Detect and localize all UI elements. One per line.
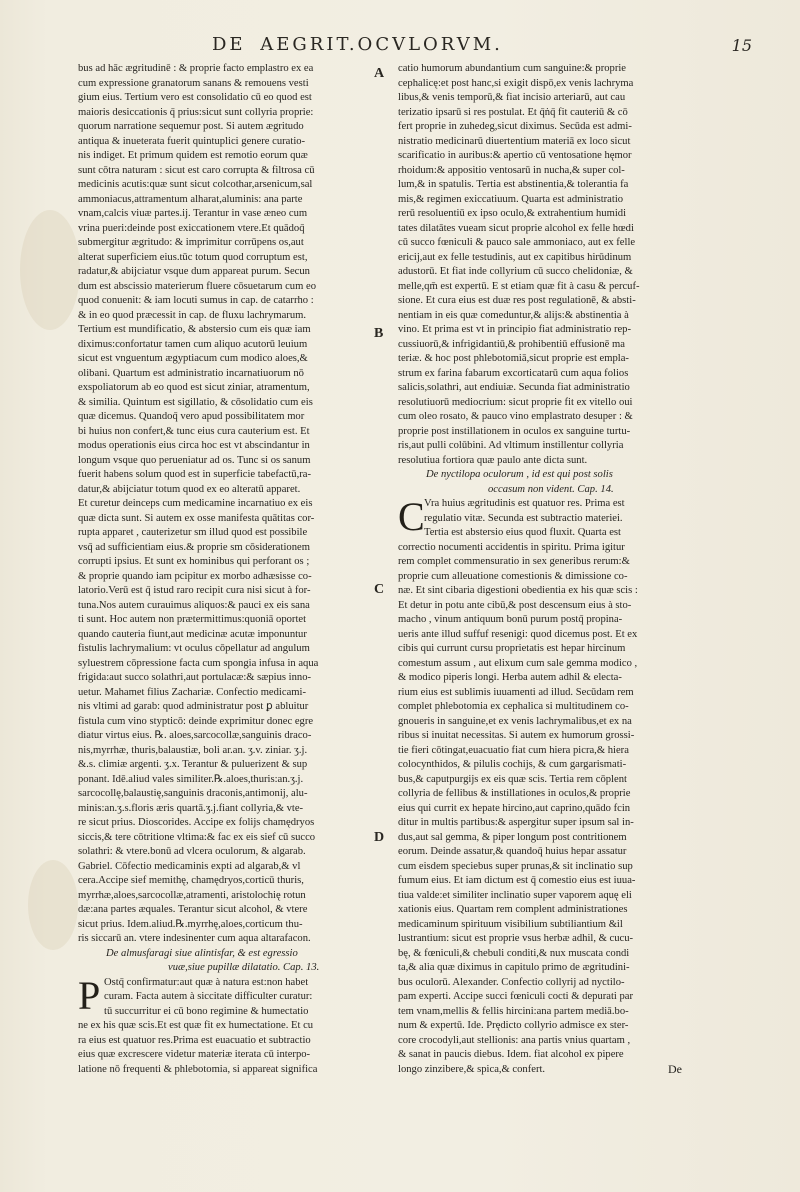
text-line: melle,qm̄ est expertū. E st etiam quæ fit à casu & percuf-: [398, 280, 640, 292]
text-line: ti sunt. Hoc autem non prætermittimus:quoniā oportet: [78, 614, 307, 625]
text-line: corrupti ipsius. Et sunt ex hominibus qui perforant os ;: [78, 556, 310, 567]
drop-cap: P: [78, 972, 101, 1018]
text-line: longum vsque quo perueniatur ad os. Tunc si os sanum: [78, 454, 311, 466]
margin-marker-c: C: [374, 582, 385, 597]
text-line: longo zinzibere,& spica,& confert.: [398, 1063, 546, 1075]
text-line: Tertium est mundificatio, & abstersio cum eis quæ iam: [78, 324, 311, 335]
text-line: regulatio vitæ. Secunda est subtractio materiei.: [424, 512, 623, 524]
text-line: cum expressione granatorum sanans & remouens vesti: [78, 77, 309, 89]
text-line: cephalicę:et post hanc,si exigit dispō,ex venis lachryma: [398, 77, 634, 89]
text-line: tem vnam,mellis & fellis hircini:ana partem mediā.bo-: [398, 1005, 629, 1017]
chapter-heading-line: De nyctilopa oculorum , id est qui post solis: [426, 469, 613, 480]
text-line: quæ dicta sunt. Si autem ex osse manifesta quātitas cor-: [78, 512, 315, 524]
text-line: ammoniacus,attramentum alharat,aluminis: ana parte: [78, 193, 303, 205]
text-line: bus,& caputpurgijs ex eis quæ scis. Tertia rem cōplent: [398, 773, 627, 785]
margin-marker-a: A: [374, 66, 385, 81]
text-line: myrrhæ,aloes,sarcocollæ,atramenti, aristolochię rotun: [78, 889, 306, 901]
text-line: ris siccarū an. vtere indesinenter cum aqua altarafacon.: [78, 933, 311, 944]
text-line: solathri: & vtere.bonū ad vlcera oculorum, & algarab.: [78, 846, 306, 857]
text-line: tū succurritur ei cū bono regimine & humectatio: [104, 1005, 309, 1017]
text-line: & modico piperis longi. Herba autem adhil & electa-: [398, 672, 622, 683]
text-line: submergitur ægritudo: & imprimitur corrūpens os,aut: [78, 237, 304, 248]
text-line: strum ex farina fabarum excorticatarū cum aqua folios: [398, 367, 629, 379]
text-line: alterat superficiem eius.tūc totum quod corruptum est,: [78, 251, 308, 263]
running-title: DE AEGRIT.OCVLORVM.: [212, 34, 503, 55]
text-line: sunt cōtra naturam : sicut est caro corrupta & filtrosa cū: [78, 164, 315, 176]
text-line: cum eisdem speciebus super prunas,& sit inclinatio sup: [398, 860, 633, 872]
page-number: 15: [731, 36, 752, 55]
text-line: nis vltimi ad garab: quod administratur post ꝑ abluitur: [78, 701, 309, 712]
text-line: teriæ. & hoc post phlebotomiā,sicut proprie est empla-: [398, 353, 629, 364]
text-line: nis indiget. Et primum quidem est remotio eorum quæ: [78, 150, 308, 161]
text-line: colocynthidos, & pilulis cochijs, & cum gargarismati-: [398, 759, 627, 770]
text-line: frigida:aut succo solathri,aut portulacæ:& sæpius inno-: [78, 672, 312, 683]
chapter-body: [78, 972, 374, 1078]
text-line: modus operationis eius circa hoc est vt abscindantur in: [78, 440, 310, 451]
text-line: terizatio ipsarū si res postulat. Et q̄ṅq̄ fit cauteriū & cō: [398, 106, 628, 118]
text-line: fistulis lachrymalium: vt oculus cōpellatur ad angulum: [78, 643, 310, 654]
text-line: adustorū. Et fiat inde collyrium cū succo chelidoniæ, &: [398, 266, 633, 277]
text-line: minis:an.ʒ.s.floris æris quartā.ʒ.j.fiant collyria,& vte-: [78, 802, 304, 814]
text-line: quorum narratione sequemur post. Si autem ægritudo: [78, 121, 304, 132]
text-line: diatur virtus eius. ℞. aloes,sarcocollæ,sanguinis draco-: [78, 730, 312, 741]
right-text-block: [398, 62, 712, 468]
text-line: ne ex his quæ scis.Et est quæ fit ex humectatione. Et cu: [78, 1020, 314, 1031]
text-line: rhoidum:& appositio ventosarū in nucha,& super col-: [398, 164, 625, 176]
text-line: sione. Et cura eius est duæ res post regulationē, & absti-: [398, 295, 636, 306]
text-line: medicinis acutis:quæ sunt sicut colcothar,arsenicum,sal: [78, 179, 313, 190]
text-line: medicaminum spirituum visibilium subtiliantium &il: [398, 918, 623, 930]
text-line: datur,& abijciatur totum quod ex eo alteratū apparet.: [78, 483, 301, 495]
text-line: tates dilatātes vueam sicut proprie alcohol ex felle hœdi: [398, 222, 634, 234]
text-line: resolutiuorū mediocrium: sicut proprie fit ex vitello oui: [398, 396, 633, 408]
text-line: & proprie quando iam pcipitur ex morbo adhæsisse co-: [78, 570, 312, 582]
text-line: gium eius. Tertium vero est consolidatio cū eo quod est: [78, 92, 312, 103]
text-line: lum,& in spatulis. Tertia est abstinentia,& tolerantia fa: [398, 179, 629, 190]
text-line: & similia. Quintum est sigillatio, & cōsolidatio cum eis: [78, 396, 313, 408]
text-line: &.s. climiæ argenti. ʒ.x. Terantur & puluerizent & sup: [78, 759, 308, 770]
text-line: core crocodyli,aut stellionis: ana partis vnius quartam ,: [398, 1034, 631, 1046]
text-line: salicis,solathri, aut endiuiæ. Secunda fiat administratio: [398, 382, 630, 393]
text-line: curam. Facta autem à siccitate difficulter curatur:: [104, 991, 313, 1002]
text-line: ericij,aut ex felle testudinis, aut ex capitibus hirūdinum: [398, 251, 632, 263]
text-line: Et curetur deinceps cum medicamine incarnatiuo ex eis: [78, 498, 313, 509]
text-line: cibis qui currunt cursu proprietatis est hepar hircinum: [398, 643, 626, 654]
text-line: maioris desiccationis q̄ prius:sicut sunt collyria proprie:: [78, 106, 314, 118]
text-line: cussiuorū,& infrigidantiū,& prohibentiū effusionē ma: [398, 338, 625, 350]
text-line: xationis eius. Quartam rem complent administrationes: [398, 904, 628, 915]
text-line: ra eius est quatuor res.Prima est euacuatio et subtractio: [78, 1034, 311, 1046]
text-line: ditur in multis partibus:& aspergitur super ipsum sal in-: [398, 817, 634, 828]
text-line: fert proprie in zuhedeg,sicut diximus. Secūda est admi-: [398, 121, 632, 132]
text-line: & sanat in paucis diebus. Idem. fiat alcohol ex pipere: [398, 1049, 624, 1060]
chapter-heading-line: vuæ,siue pupillæ dilatatio. Cap. 13.: [168, 962, 320, 973]
text-line: lustrantium: sicut est proprie vsus herbæ adhil, & cucu-: [398, 933, 634, 944]
right-chapter-text: [398, 494, 712, 1077]
text-line: tiua valde:et similiter inclinatio super vaporem aquę eli: [398, 889, 632, 901]
text-line: quod conuenit: & iam locuti sumus in cap. de catarrho :: [78, 295, 314, 306]
text-line: proprie cum alleuatione comestionis & dimissione co-: [398, 570, 628, 582]
text-line: olibani. Quartum est administratio incarnatiuorum nō: [78, 367, 304, 379]
text-line: bi huius non confert,& tunc eius cura cauterium est. Et: [78, 425, 310, 437]
paper-stain: [20, 210, 80, 330]
text-line: Vra huius ægritudinis est quatuor res. Prima est: [424, 498, 625, 509]
text-line: catio humorum abundantium cum sanguine:& proprie: [398, 63, 627, 74]
text-line: ueris ante illud suffuf resenigi: quod dicemus post. Et ex: [398, 628, 638, 640]
text-line: radatur,& abijciatur vsque dum appareat purum. Secun: [78, 266, 310, 277]
text-line: siccis,& tere cōtritione vltima:& fac ex eis sief cū succo: [78, 831, 316, 843]
margin-marker-b: B: [374, 326, 384, 341]
left-chapter-text: [78, 972, 374, 1078]
text-line: resolutiua fortiora quæ paulo ante dicta sunt.: [398, 454, 588, 466]
text-line: mis,& regimen exiccatiuum. Quarta est administratio: [398, 193, 624, 205]
catchword: De: [668, 1062, 682, 1076]
text-line: cū succo fœniculi & pauco sale ammoniaco, aut ex felle: [398, 237, 636, 248]
left-text-block: [78, 62, 374, 947]
text-line: Ostq̄ confirmatur:aut quæ à natura est:non habet: [104, 976, 309, 988]
text-line: quando cauteria fiunt,aut medicinæ acutæ imponuntur: [78, 628, 307, 640]
text-line: eius quæ excrescere videtur materiæ iterata cū interpo-: [78, 1049, 311, 1060]
chapter-heading-line: occasum non vident. Cap. 14.: [488, 483, 614, 495]
right-column: [398, 62, 712, 1077]
paper-stain: [28, 860, 78, 950]
text-line: correctio nocumenti accidentis in spiritu. Prima igitur: [398, 541, 625, 553]
text-line: uetur. Mahamet filius Zachariæ. Confectio medicami-: [78, 686, 306, 698]
margin-marker-d: D: [374, 830, 385, 845]
text-line: tie fieri cōtingat,euacuatio fiat cum hiera picra,& hiera: [398, 744, 629, 756]
text-line: fumum eius. Et iam dictum est q̄ comestio eius est iuua-: [398, 875, 636, 886]
text-line: dæ:ana partes æquales. Terantur sicut alcohol, & vtere: [78, 904, 308, 915]
text-line: scarificatio in auribus:& apertio cū ventosatione hęmor: [398, 150, 632, 161]
running-header: [0, 34, 800, 58]
text-line: bę, & fœniculi,& chebuli conditi,& nux muscata condi: [398, 947, 630, 959]
text-line: nis,myrrhæ, thuris,balaustiæ, boli ar.an. ʒ.v. ziniar. ʒ.j.: [78, 744, 308, 756]
chapter-body: [398, 494, 712, 1077]
text-line: comestum assum , aut elixum cum sale gemma modico ,: [398, 657, 638, 669]
text-line: vrina pueri:deinde post exiccationem vtere.Et quādoq̄: [78, 222, 305, 234]
text-line: nistratio medicinarū diuertentium materiā ex loco sicut: [398, 135, 631, 147]
text-line: & in eo quod præcessit in cap. de fluxu lachrymarum.: [78, 309, 307, 321]
text-line: eius qui currit ex hepate hircino,aut caprino,quādo fcin: [398, 802, 631, 814]
text-line: antiqua & inueterata fuerit quintuplici genere curatio-: [78, 135, 306, 147]
text-line: syluestrem cōpressione facta cum spongia infusa in aqua: [78, 657, 319, 669]
chapter-heading-line: De almusfaragi siue alintisfar, & est egressio: [106, 947, 298, 959]
text-line: num & expertū. Ide. Prędicto collyrio admisce ex ster-: [398, 1020, 629, 1031]
text-line: macho , vinum antiquum bonū purum postq̄ propina-: [398, 614, 623, 625]
text-line: sicut prius. Idem.aliud.℞.myrrhę,aloes,corticum thu-: [78, 918, 303, 930]
text-line: cum oleo rosato, & pauco vino emplastrato desuper : &: [398, 411, 633, 422]
text-line: ris,aut pulli colūbini. Ad vltimum instillentur collyria: [398, 440, 624, 451]
text-line: sicut est vnguentum ægyptiacum cum modico aloes,&: [78, 353, 308, 364]
drop-cap: C: [398, 494, 425, 539]
text-line: collyria de fellibus & instillationes in oculos,& proprie: [398, 788, 631, 799]
text-line: rupta apparet , cauterizetur sm illud quod est possibile: [78, 527, 308, 538]
text-line: Et detur in potu ante cibū,& post descensum eius à sto-: [398, 599, 632, 611]
text-line: proprie post instillationem in oculos ex sanguine turtu-: [398, 425, 631, 437]
left-column: [78, 62, 374, 1077]
text-line: nentiam in eis quæ comeduntur,& alijs:& abstinentia à: [398, 309, 629, 321]
text-line: ribus si inuitat necessitas. Si autem ex humorum grossi-: [398, 730, 635, 741]
text-line: næ. Et sint cibaria digestioni obedientia ex his quæ scis :: [398, 585, 638, 596]
text-line: sarcocollę,balaustię,sanguinis draconis,antimonij, alu-: [78, 788, 308, 799]
text-line: re sicut prius. Dioscorides. Accipe ex folijs chamędryos: [78, 817, 315, 828]
text-line: vsq̄ ad sufficientiam eius.& proprie sm cōsiderationem: [78, 541, 310, 553]
text-line: eorum. Deinde assatur,& quandoq̄ huius hepar assatur: [398, 846, 627, 857]
text-line: bus oculorū. Alexander. Confectio collyrij ad nyctilo-: [398, 976, 625, 988]
text-line: bus ad hāc ægritudinē : & proprie facto emplastro ex ea: [78, 63, 314, 74]
text-line: quæ dicemus. Quandoq̄ vero apud possibilitatem mor: [78, 411, 305, 422]
text-line: rem complet commensuratio in sex generibus rerum:&: [398, 556, 630, 567]
text-line: ponant. Idē.aliud vales similiter.℞.aloes,thuris:an.ʒ.j.: [78, 773, 304, 785]
text-line: libus,& venis temporū,& fiat incisio arteriarū, aut cau: [398, 92, 626, 103]
text-line: rerū resoluentiū ex ipso oculo,& extrahentium humidi: [398, 208, 627, 219]
text-line: Gabriel. Cōfectio medicaminis expti ad algarab,& vl: [78, 860, 301, 872]
text-line: tuna.Nos autem curauimus aliquos:& pauci ex eis sana: [78, 599, 310, 611]
text-line: vnam,calcis viuæ partes.ij. Terantur in vase æneo cum: [78, 208, 308, 219]
text-line: latorio.Verū est q̄ istud raro recipit cura nisi sicut à for-: [78, 585, 311, 596]
text-line: pam experti. Accipe succi fœniculi cocti & depurati par: [398, 991, 634, 1002]
text-line: rium eius est sublimis iuuamenti ad illud. Secūdam rem: [398, 686, 634, 698]
text-line: Tertia est abstersio eius quod fluxit. Quarta est: [424, 527, 621, 538]
text-line: latione nō frequenti & phlebotomia, si appareat significa: [78, 1063, 318, 1075]
text-line: vino. Et prima est vt in principio fiat administratio rep-: [398, 324, 632, 335]
text-line: diximus:confortatur tamen cum aliquo acutorū leuium: [78, 338, 308, 350]
text-line: exspoliatorum ab eo quod est sicut ziniar, atramentum,: [78, 382, 310, 393]
text-line: dus,aut sal gemma, & piper longum post contritionem: [398, 831, 627, 843]
text-line: dum est abscissio materierum fluere cōsuetarum cum eo: [78, 280, 316, 292]
text-line: complet phlebotomia ex cephalica si multitudinem co-: [398, 701, 629, 712]
text-line: ta,& alia quæ diximus in capitulo primo de ægritudini-: [398, 962, 630, 973]
text-line: cera.Accipe sief memithę, chamędryos,corticū thuris,: [78, 875, 304, 886]
text-line: fistula cum vino stypticō: deinde exprimitur donec egre: [78, 715, 314, 727]
text-line: gnoueris in sanguine,et ex venis lachrymalibus,et ex na: [398, 715, 632, 727]
text-line: fuerit habens solum quod est in superficie tabefactū,ra-: [78, 469, 311, 480]
